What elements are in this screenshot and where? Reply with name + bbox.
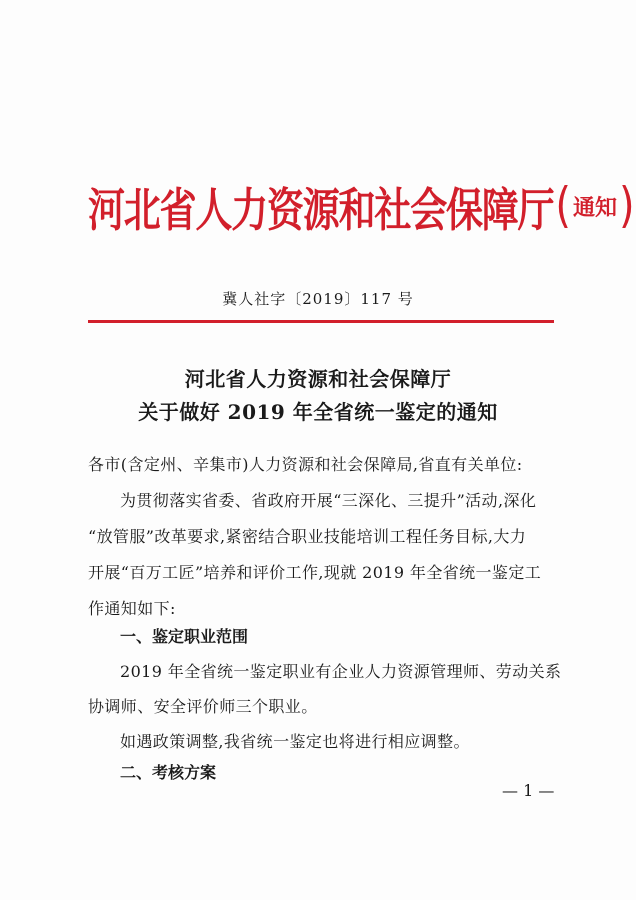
doc-type-mark — [555, 178, 635, 234]
red-separator-line — [88, 320, 554, 323]
red-header — [88, 176, 635, 238]
addressee: 各市(含定州、辛集市)人力资源和社会保障局,省直有关单位: — [88, 455, 523, 474]
paren-open: ( — [555, 178, 572, 234]
section-2-heading: 二、考核方案 — [120, 763, 217, 782]
intro-line: 作通知如下: — [88, 599, 176, 618]
document-title-line-1: 河北省人力资源和社会保障厅 — [184, 367, 452, 391]
document-number: 冀人社字〔2019〕117 号 — [222, 290, 414, 308]
section-1-heading: 一、鉴定职业范围 — [120, 627, 249, 646]
paren-close: ) — [619, 178, 635, 234]
intro-line: 开展“百万工匠”培养和评价工作,现就 2019 年全省统一鉴定工 — [88, 563, 542, 582]
document-title-line-2: 关于做好 2019 年全省统一鉴定的通知 — [138, 400, 498, 424]
issuing-authority: 河北省人力资源和社会保障厅 — [88, 183, 554, 238]
intro-line: “放管服”改革要求,紧密结合职业技能培训工程任务目标,大力 — [88, 527, 527, 546]
section-1-line: 协调师、安全评价师三个职业。 — [88, 697, 318, 716]
intro-line: 为贯彻落实省委、省政府开展“三深化、三提升”活动,深化 — [120, 491, 537, 510]
section-1-line: 2019 年全省统一鉴定职业有企业人力资源管理师、劳动关系 — [120, 662, 562, 681]
section-1-note: 如遇政策调整,我省统一鉴定也将进行相应调整。 — [120, 732, 470, 751]
doc-type-label: 通知 — [573, 195, 618, 221]
page-number: — 1 — — [502, 781, 555, 800]
